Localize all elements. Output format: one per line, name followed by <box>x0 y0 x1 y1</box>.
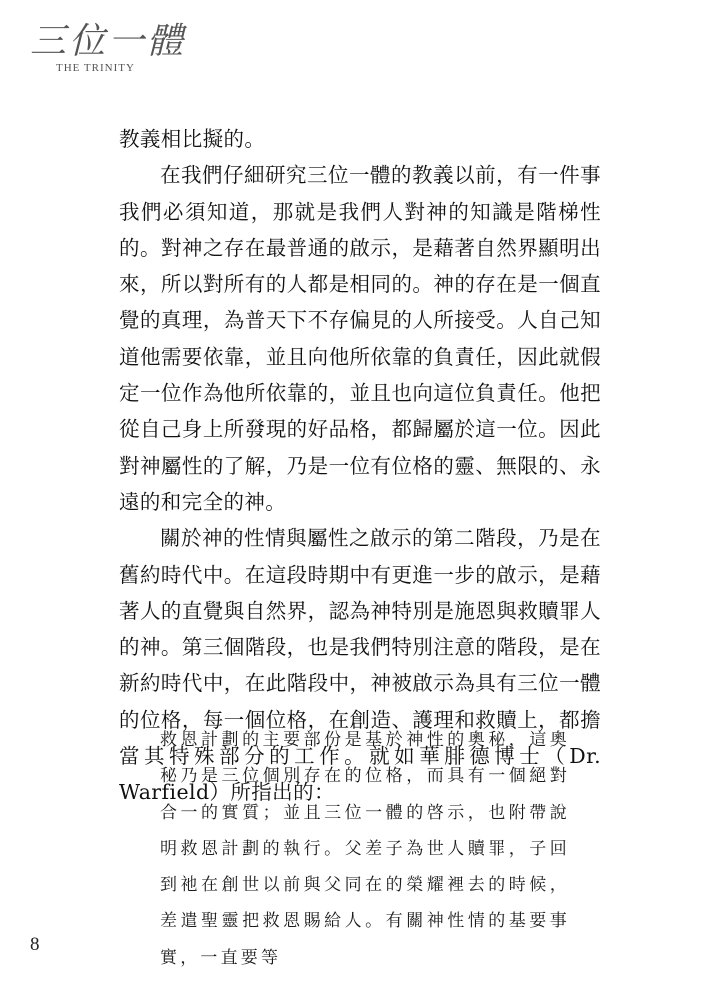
block-quote: 救恩計劃的主要部份是基於神性的奧秘，這奧秘乃是三位個別存在的位格，而具有一個絕對合一的實質；並且三位一體的啓示，也附帶說明救恩計劃的執行。父差子為世人贖罪，子回到祂在創世以前與父同在的榮耀裡去的時候，差遣聖靈把救恩賜給人。有關神性情的基要事實，一直要等 <box>160 730 570 968</box>
page-number: 8 <box>30 934 40 955</box>
paragraph: 在我們仔細研究三位一體的教義以前，有一件事我們必須知道，那就是我們人對神的知識是階梯性的。對神之存在最普通的啟示，是藉著自然界顯明出來，所以對所有的人都是相同的。神的存在是一個直覺的真理，為普天下不存偏見的人所接受。人自己知道他需要依靠，並且向他所依靠的負責任，因此就假定一位作為他所依靠的，並且也向這位負責任。他把從自己身上所發現的好品格，都歸屬於這一位。因此對神屬性的了解，乃是一位有位格的靈、無限的、永遠的和完全的神。 <box>119 163 601 514</box>
book-subtitle: THE TRINITY <box>56 62 135 74</box>
running-header <box>30 20 230 74</box>
paragraph: 關於神的性情與屬性之啟示的第二階段，乃是在舊約時代中。在這段時期中有更進一步的啟示，是藉著人的直覺與自然界，認為神特別是施恩與救贖罪人的神。第三個階段，也是我們特別注意的階段，是在新約時代中，在此階段中，神被啟示為具有三位一體的位格，每一個位格，在創造、護理和救贖上，都擔當其特殊部分的工作。就如華腓德博士（Dr. Warfield）所指出的： <box>119 526 601 805</box>
main-text-block <box>119 121 601 811</box>
paragraph-continuation: 教義相比擬的。 <box>119 127 266 151</box>
book-logo: 三位一體 <box>30 21 187 62</box>
